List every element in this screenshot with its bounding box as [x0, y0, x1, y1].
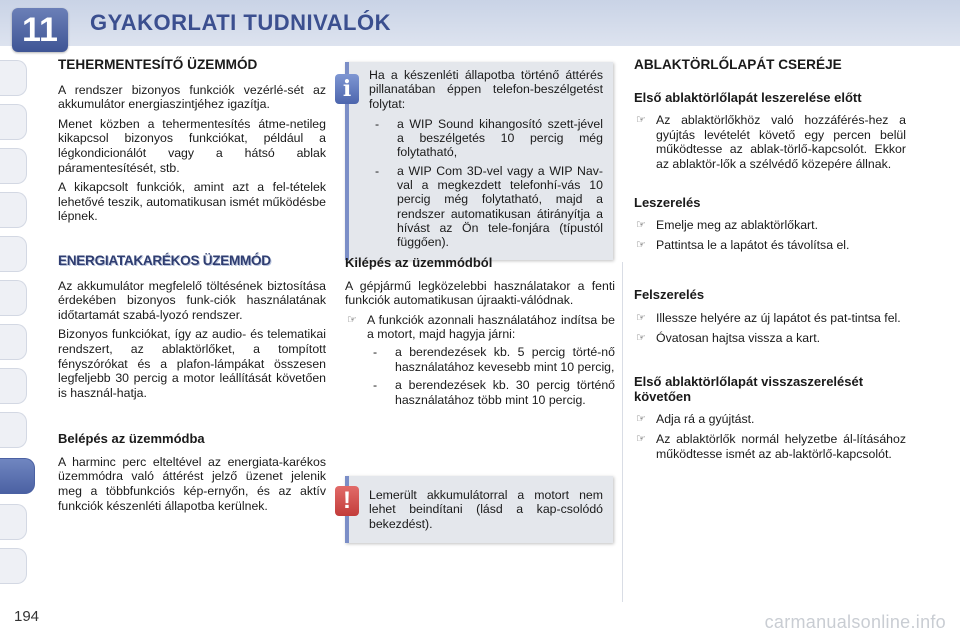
paragraph: A harminc perc elteltével az energiata-karékos üzemmódra való áttérést jelző üzenet jelenik meg a többfunkciós kép-ernyőn, és az aktív funkciók készenléti állapotba kerülnek.: [58, 454, 326, 513]
pointing-hand-icon: ☞: [636, 238, 646, 251]
chapter-tab[interactable]: [0, 192, 27, 228]
list-item: ☞ Adja rá a gyújtást.: [636, 412, 755, 427]
warning-icon: !: [335, 486, 359, 516]
subsection-title-removal: Leszerelés: [634, 194, 701, 210]
watermark: carmanualsonline.info: [764, 612, 946, 632]
chapter-tab-active[interactable]: [0, 458, 35, 494]
list-item: - a berendezések kb. 5 percig törté-nő használatához kevesebb mint 10 percig,: [373, 344, 615, 374]
paragraph: Menet közben a tehermentesítés átme-netileg kikapcsol bizonyos funkciókat, például a légkondicionálót vagy a hátsó ablak páramentesítését, stb.: [58, 116, 326, 175]
chapter-tab[interactable]: [0, 60, 27, 96]
left-column: [58, 58, 326, 518]
pointing-hand-icon: ☞: [636, 432, 646, 445]
section-title-energy-saving: ENERGIATAKARÉKOS ÜZEMMÓD: [58, 252, 271, 268]
list-item: ☞ Az ablaktörlők normál helyzetbe ál-lításához működtesse ismét az ab-laktörlő-kapcsolót.: [636, 431, 906, 461]
chapter-tab[interactable]: [0, 548, 27, 584]
chapter-title: GYAKORLATI TUDNIVALÓK: [90, 10, 391, 35]
page-number: 194: [14, 608, 40, 625]
chapter-tab[interactable]: [0, 412, 27, 448]
list-item: ☞ Óvatosan hajtsa vissza a kart.: [636, 330, 821, 345]
subsection-title-entry: Belépés az üzemmódba: [58, 431, 205, 447]
section-title-wiper: ABLAKTÖRLŐLAPÁT CSERÉJE: [634, 57, 842, 72]
paragraph: A rendszer bizonyos funkciók vezérlé-sét az akkumulátor energiaszintjéhez igazítja.: [58, 82, 326, 112]
pointing-hand-icon: ☞: [347, 313, 357, 326]
chapter-number-badge: 11: [12, 8, 68, 52]
warning-box: [345, 476, 613, 543]
pointing-hand-icon: ☞: [636, 331, 646, 344]
bullet-list: [634, 113, 906, 171]
list-item: ☞ Az ablaktörlőkhöz való hozzáférés-hez a gyújtás levételét követő egy percen belül működtesse az ablak-törlő-kapcsolót. Ekkor az ablaktör-lők a szélvédő közepére állnak.: [636, 113, 906, 171]
sub-list: [367, 345, 615, 407]
chapter-tab[interactable]: [0, 104, 27, 140]
middle-column: [345, 256, 615, 412]
list-item: ☞ A funkciók azonnali használatához indítsa be a motort, majd hagyja járni: - a berendezések kb. 5 percig törté-nő használatához kevesebb mint 10 percig, - a berendezések kb. 30 percig történő használatához több mint 10 percig.: [347, 312, 615, 407]
bullet-list: [634, 218, 906, 252]
subsection-title-before-removal: Első ablaktörlőlapát leszerelése előtt: [634, 89, 862, 105]
pointing-hand-icon: ☞: [636, 311, 646, 324]
info-list: [369, 117, 603, 250]
chapter-tab[interactable]: [0, 504, 27, 540]
pointing-hand-icon: ☞: [636, 413, 646, 426]
column-divider: [622, 262, 623, 602]
section-title-load-shedding: TEHERMENTESÍTŐ ÜZEMMÓD: [58, 57, 258, 72]
subsection-title-after-fitting: Első ablaktörlőlapát visszaszerelését követően: [634, 374, 864, 404]
bullet-list: [634, 412, 906, 461]
bullet-list: [634, 311, 906, 345]
chapter-tabs: [0, 60, 38, 580]
chapter-tab[interactable]: [0, 236, 27, 272]
subsection-title-fitting: Felszerelés: [634, 287, 705, 303]
chapter-tab[interactable]: [0, 148, 27, 184]
list-item: ☞ Pattintsa le a lapátot és távolítsa el.: [636, 237, 850, 252]
chapter-tab[interactable]: [0, 324, 27, 360]
paragraph: A gépjármű legközelebbi használatakor a fenti funkciók automatikusan újraakti-válódnak.: [345, 278, 615, 308]
info-icon: i: [335, 74, 359, 104]
list-item: - a berendezések kb. 30 percig történő használatához több mint 10 percig.: [373, 378, 615, 407]
subsection-title-exit: Kilépés az üzemmódból: [345, 255, 493, 270]
info-box: [342, 62, 613, 260]
chapter-tab[interactable]: [0, 368, 27, 404]
paragraph: Az akkumulátor megfelelő töltésének biztosítása érdekében bizonyos funk-ciók használatának időtartamát szabá-lyozó rendszer.: [58, 278, 326, 322]
paragraph: Bizonyos funkciókat, így az audio- és telematikai rendszert, az ablaktörlőket, a tompított fényszórókat és a plafon-lámpákat összesen legfeljebb 30 percig a motor leállítását követően is használ-hatja.: [58, 327, 326, 400]
pointing-hand-icon: ☞: [636, 219, 646, 232]
list-item: ☞ Emelje meg az ablaktörlőkart.: [636, 218, 818, 233]
list-item: ☞ Illessze helyére az új lapátot és pat-tintsa fel.: [636, 310, 901, 325]
right-column: [634, 58, 906, 466]
list-item: - a WIP Com 3D-vel vagy a WIP Nav-val a megkezdett telefonhí-vás 10 percig még folytatható, majd a rendszer automatikusan átirányítja a hívást az Ön tele-fonjára (típustól függően).: [375, 163, 603, 250]
chapter-tab[interactable]: [0, 280, 27, 316]
bullet-list: [345, 313, 615, 408]
paragraph: A kikapcsolt funkciók, amint azt a fel-tételek lehetővé teszik, automatikusan ismét működésbe lépnek.: [58, 180, 326, 224]
info-intro: Ha a készenléti állapotba történő áttérés pillanatában éppen telefon-beszélgetést folytat:: [369, 68, 603, 111]
warning-text: Lemerült akkumulátorral a motort nem lehet beindítani (lásd a kap-csolódó bekezdést).: [369, 488, 603, 531]
list-item: - a WIP Sound kihangosító szett-jével a beszélgetés 10 percig még folytatható,: [375, 116, 603, 160]
pointing-hand-icon: ☞: [636, 114, 646, 127]
